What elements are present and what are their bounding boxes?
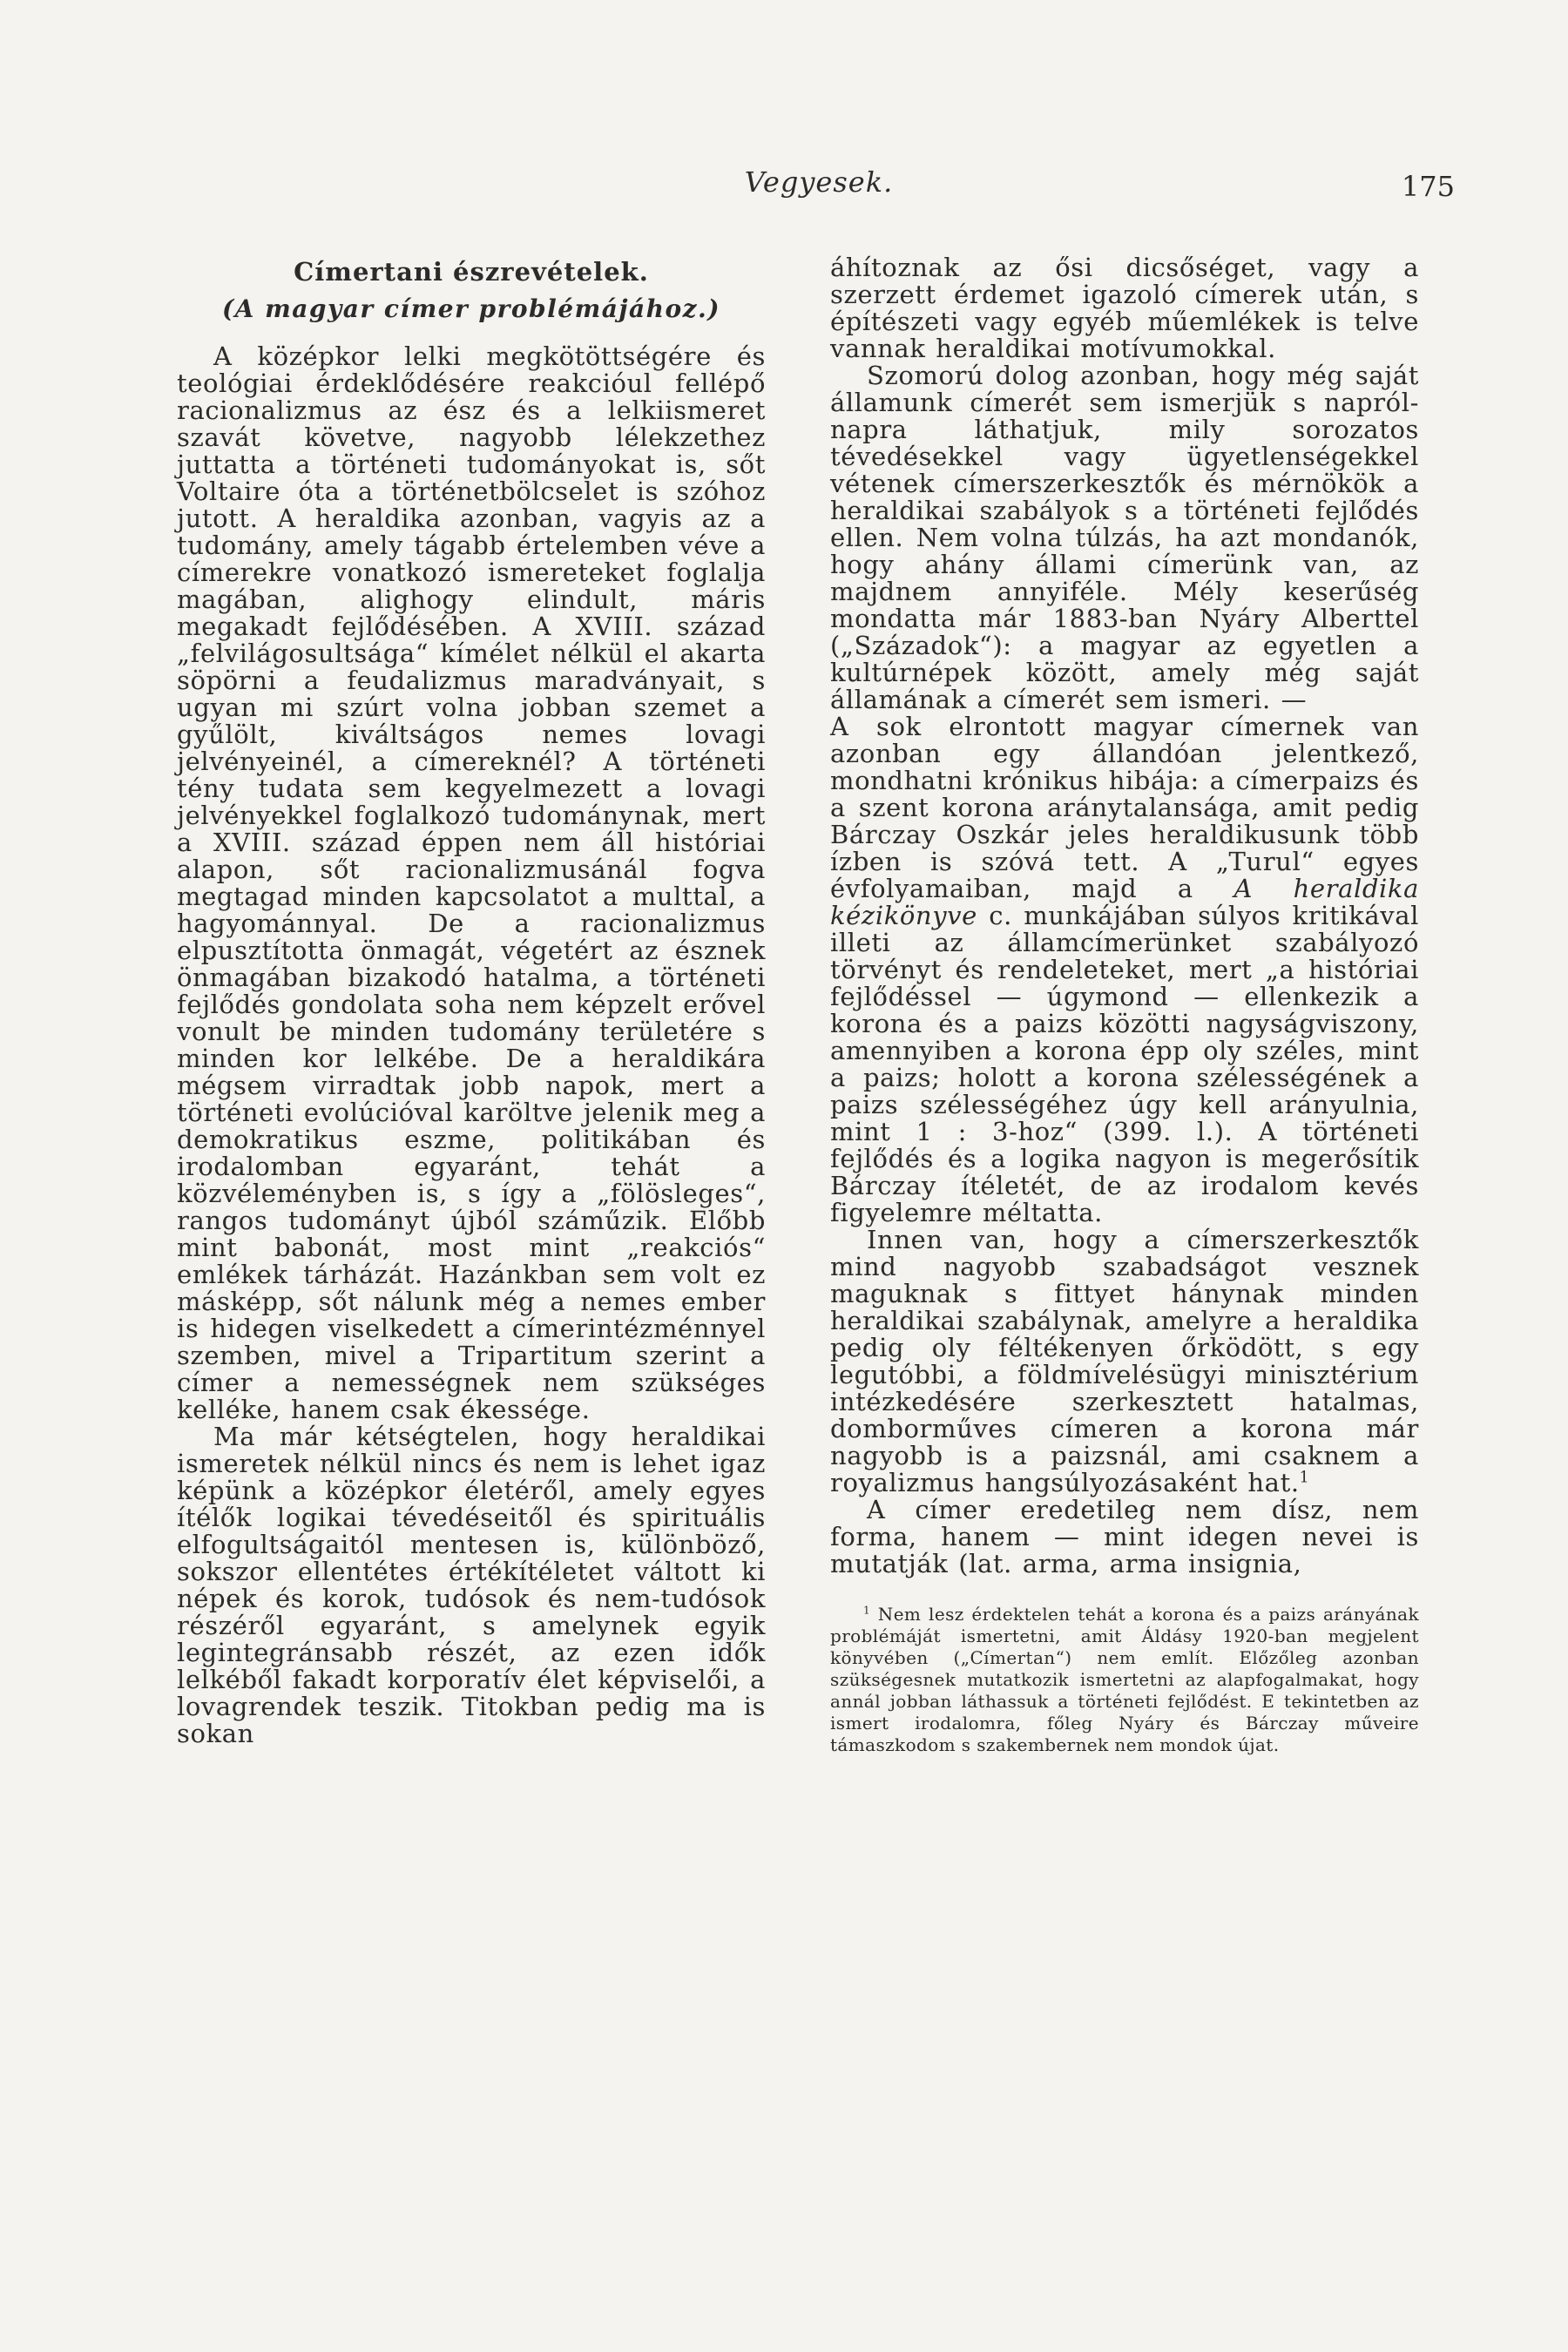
- paragraph-text: A sok elrontott magyar címernek van azonban egy állandóan jelentkező, mondhatni krónikus hibája: a címerpaizs és a szent korona aránytalansága, amit pedig Bárczay Oszkár jeles heraldikusunk több ízben is szóvá tett. A „Turul“ egyes évfolyamaiban, majd a: [830, 712, 1419, 903]
- page-number: 175: [1401, 170, 1455, 203]
- footnote: [830, 1604, 1419, 1756]
- body-paragraph: A középkor lelki megkötöttségére és teológiai érdeklődésére reakcióul fellépő racionalizmus az ész és a lelkiismeret szavát követve, nagyobb lélekzethez juttatta a történeti tudományokat is, sőt Voltaire óta a történetbölcselet is szóhoz jutott. A heraldika azonban, vagyis az a tudomány, amely tágabb értelemben véve a címerekre vonatkozó ismereteket foglalja magában, alighogy elindult, máris megakadt fejlődésében. A XVIII. század „felvilágosultsága“ kímélet nélkül el akarta söpörni a feudalizmus maradványait, s ugyan mi szúrt volna jobban szemet a gyűlölt, kiváltságos nemes lovagi jelvényeinél, a címereknél? A történeti tény tudata sem kegyelmezett a lovagi jelvényekkel foglalkozó tudománynak, mert a XVIII. század éppen nem áll históriai alapon, sőt racionalizmusánál fogva megtagad minden kapcsolatot a multtal, a hagyománnyal. De a racionalizmus elpusztította önmagát, végetért az észnek önmagában bizakodó hatalma, a történeti fejlődés gondolata soha nem képzelt erővel vonult be minden tudomány területére s minden kor lelkébe. De a heraldikára mégsem virradtak jobb napok, mert a történeti evolúcióval karöltve jelenik meg a demokratikus eszme, politikában és irodalomban egyaránt, tehát a közvéleményben is, s így a „fölösleges“, rangos tudományt újból száműzik. Előbb mint babonát, most mint „reakciós“ emlékek tárházát. Hazánkban sem volt ez másképp, sőt nálunk még a nemes ember is hidegen viselkedett a címerintézménnyel szemben, mivel a Tripartitum szerint a címer a nemességnek nem szükséges kelléke, hanem csak ékessége.: [177, 341, 766, 1424]
- paragraph-text: c. munkájában súlyos kritikával illeti az államcímerünket szabályozó törvényt és rendeleteket, mert „a históriai fejlődéssel — úgymond — ellenkezik a korona és a paizs közötti nagyságviszony, amennyiben a korona épp oly széles, mint a paizs; holott a korona szélességének a paizs szélességéhez úgy kell arányulnia, mint 1 : 3-hoz“ (399. l.). A történeti fejlődés és a logika nagyon is megerősítik Bárczay ítéletét, de az irodalom kevés figyelemre méltatta.: [830, 901, 1419, 1227]
- article-title: Címertani észrevételek.: [294, 257, 649, 287]
- article-subtitle: (A magyar címer problémájához.): [221, 294, 721, 323]
- body-paragraph: [830, 713, 1419, 1227]
- body-paragraph: [830, 1227, 1419, 1497]
- footnote-mark: 1: [863, 1604, 871, 1617]
- body-paragraph: Szomorú dolog azonban, hogy még saját államunk címerét sem ismerjük s napról-napra láthatjuk, mily sorozatos tévedésekkel vagy ügyetlenségekkel vétenek címerszerkesztők és mérnökök a heraldikai szabályok s a történeti fejlődés ellen. Nem volna túlzás, ha azt mondanók, hogy ahány állami címerünk van, az majdnem annyiféle. Mély keserűség mondatta már 1883-ban Nyáry Alberttel („Századok“): a magyar az egyetlen a kultúrnépek között, amely még saját államának a címerét sem ismeri. —: [830, 361, 1419, 714]
- body-paragraph: Ma már kétségtelen, hogy heraldikai ismeretek nélkül nincs és nem is lehet igaz képünk a középkor életéről, amely egyes ítélők logikai tévedéseitől és spirituális elfogultságaitól mentesen is, különböző, sokszor ellentétes értékítéletet váltott ki népek és korok, tudósok és nem-tudósok részéről egyaránt, s amelynek egyik legintegránsabb részét, az ezen idők lelkéből fakadt korporatív élet képviselői, a lovagrendek teszik. Titokban pedig ma is sokan: [177, 1422, 766, 1748]
- body-paragraph: áhítoznak az ősi dicsőséget, vagy a szerzett érdemet igazoló címerek után, s építészeti vagy egyéb műemlékek is telve vannak heraldikai motívumokkal.: [830, 253, 1419, 363]
- left-column: [177, 254, 766, 1747]
- footnote-text: Nem lesz érdektelen tehát a korona és a paizs arányának problémáját ismertetni, amit Áldásy 1920-ban megjelent könyvében („Címertan“) nem említ. Előzőleg azonban szükségesnek mutatkozik ismertetni az alapfogalmakat, hogy annál jobban láthassuk a történeti fejlődést. E tekintetben az ismert irodalomra, főleg Nyáry és Bárczay műveire támaszkodom s szakembernek nem mondok újat.: [830, 1604, 1419, 1755]
- body-paragraph: A címer eredetileg nem dísz, nem forma, hanem — mint idegen nevei is mutatják (lat. arma, arma insignia,: [830, 1495, 1419, 1578]
- book-title: A heraldika kézikönyve: [830, 874, 1419, 930]
- footnote-divider: [830, 1578, 1419, 1604]
- right-column: [830, 254, 1419, 1756]
- footnote-reference: 1: [1299, 1469, 1310, 1487]
- paragraph-text: Innen van, hogy a címerszerkesztők mind nagyobb szabadságot vesznek maguknak s fittyet hánynak minden heraldikai szabálynak, amelyre a heraldika pedig oly féltékenyen őrködött, s egy legutóbbi, a földmívelésügyi minisztérium intézkedésére szerkesztett hatalmas, domborműves címeren a korona már nagyobb is a paizsnál, ami csaknem a royalizmus hangsúlyozásaként hat.: [830, 1225, 1419, 1497]
- running-header: Vegyesek.: [744, 166, 894, 199]
